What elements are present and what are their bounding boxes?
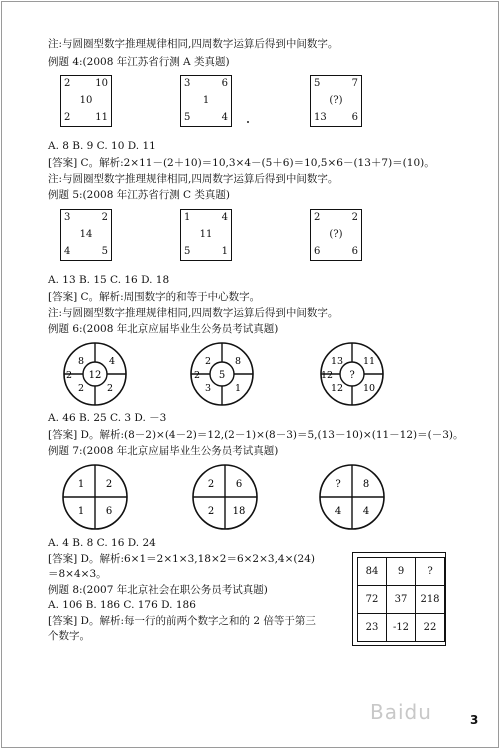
grid-cell: 37: [387, 586, 416, 614]
circle-number: 18: [232, 506, 246, 517]
square-number: 11: [95, 112, 108, 123]
square-number: 5: [184, 112, 191, 123]
circle-number: 10: [362, 383, 376, 394]
square-number: 1: [221, 246, 228, 257]
grid-cell: ?: [416, 558, 445, 586]
circle-number: 6: [235, 479, 243, 490]
square-number: 7: [351, 78, 358, 89]
note-line: 注:与圆圈型数字推理规律相同,四周数字运算后得到中间数字。: [48, 38, 339, 50]
grid-cell: 84: [358, 558, 387, 586]
square-number: 4: [221, 112, 228, 123]
ex5-square-2: [180, 209, 232, 261]
circle-number: 2: [193, 370, 201, 381]
circle-number: 11: [362, 356, 376, 367]
ex7-circles: [0, 462, 500, 532]
circle-number: 2: [204, 356, 212, 367]
circle-number: 8: [77, 356, 85, 367]
note-line: 注:与圆圈型数字推理规律相同,四周数字运算后得到中间数字。: [48, 307, 339, 319]
example-heading: 例题 8:(2007 年北京社会在职公务员考试真题): [48, 584, 268, 596]
ex8-grid: [357, 557, 445, 642]
circle-number: 2: [105, 479, 113, 490]
square-center: (?): [329, 95, 343, 106]
ex7-circle-2: [193, 465, 257, 529]
ex5-square-1: [60, 209, 112, 261]
grid-cell: 72: [358, 586, 387, 614]
square-number: 1: [184, 212, 191, 223]
grid-cell: 23: [358, 614, 387, 642]
page-number: 3: [470, 713, 479, 727]
circle-center: 12: [88, 370, 102, 381]
answer-options: A. 13 B. 15 C. 16 D. 18: [48, 274, 170, 286]
circle-number: 8: [362, 479, 370, 490]
circle-number: 12: [320, 370, 334, 381]
square-center: 11: [199, 229, 213, 240]
grid-row: [358, 614, 445, 642]
square-number: 6: [221, 78, 228, 89]
circle-number: 13: [330, 356, 344, 367]
answer-line-cont: 个数字。: [48, 630, 90, 642]
example-heading: 例题 7:(2008 年北京应届毕业生公务员考试真题): [48, 445, 279, 457]
square-number: 10: [95, 78, 108, 89]
square-number: 2: [64, 112, 71, 123]
circle-number: 4: [362, 506, 370, 517]
square-center: 10: [79, 95, 93, 106]
answer-line: [答案] D。解析:(8－2)×(4－2)＝12,(2－1)×(8－3)＝5,(13－10)×(11－12)＝(－3)。: [48, 429, 464, 441]
grid-row: [358, 586, 445, 614]
circle-center: 5: [218, 370, 226, 381]
print-speck: [247, 121, 249, 123]
ex7-circle-3: [320, 465, 384, 529]
ex6-circle-3: [321, 343, 383, 405]
square-number: 2: [314, 212, 321, 223]
square-center: 14: [79, 229, 93, 240]
square-number: 5: [184, 246, 191, 257]
circle-number: 1: [234, 383, 242, 394]
example-heading: 例题 4:(2008 年江苏省行测 A 类真题): [48, 56, 230, 68]
square-center: 1: [202, 95, 210, 106]
ex5-square-3: [310, 209, 362, 261]
answer-options: A. 46 B. 25 C. 3 D. －3: [48, 412, 167, 424]
circle-number: 12: [330, 383, 344, 394]
circle-number: 3: [204, 383, 212, 394]
circle-number: 4: [108, 356, 116, 367]
square-number: 4: [64, 246, 71, 257]
grid-cell: 218: [416, 586, 445, 614]
square-number: 5: [101, 246, 108, 257]
grid-cell: -12: [387, 614, 416, 642]
circle-number: 1: [77, 479, 85, 490]
answer-options: A. 106 B. 186 C. 176 D. 186: [48, 599, 196, 611]
square-center: (?): [329, 229, 343, 240]
circle-number: 2: [65, 370, 73, 381]
circle-number: 8: [234, 356, 242, 367]
square-number: 6: [351, 112, 358, 123]
answer-line: [答案] C。解析:2×11－(2＋10)＝10,3×4－(5＋6)＝10,5×6－(13＋7)＝(10)。: [48, 157, 435, 169]
answer-line-cont: ＝8×4×3。: [48, 568, 107, 580]
square-number: 3: [64, 212, 71, 223]
answer-options: A. 8 B. 9 C. 10 D. 11: [48, 140, 156, 152]
circle-number: 4: [334, 506, 342, 517]
example-heading: 例题 5:(2008 年江苏省行测 C 类真题): [48, 189, 231, 201]
ex7-circle-1: [63, 465, 127, 529]
note-line: 注:与圆圈型数字推理规律相同,四周数字运算后得到中间数字。: [48, 173, 339, 185]
square-number: 5: [314, 78, 321, 89]
answer-options: A. 4 B. 8 C. 16 D. 24: [48, 537, 156, 549]
answer-line: [答案] C。解析:周围数字的和等于中心数字。: [48, 291, 261, 303]
ex6-circle-1: [64, 343, 126, 405]
square-number: 2: [64, 78, 71, 89]
square-number: 6: [351, 246, 358, 257]
answer-line: [答案] D。解析:6×1＝2×1×3,18×2＝6×2×3,4×(24): [48, 553, 315, 565]
square-number: 3: [184, 78, 191, 89]
square-number: 2: [351, 212, 358, 223]
example-heading: 例题 6:(2008 年北京应届毕业生公务员考试真题): [48, 323, 279, 335]
answer-line: [答案] D。解析:每一行的前两个数字之和的 2 倍等于第三: [48, 615, 316, 627]
circle-number: 2: [207, 479, 215, 490]
grid-cell: 22: [416, 614, 445, 642]
circle-number: ?: [335, 479, 341, 490]
ex4-square-1: [60, 75, 112, 127]
circle-center: ?: [349, 370, 355, 381]
ex4-square-2: [180, 75, 232, 127]
ex6-circle-2: [191, 343, 253, 405]
ex6-circles: [0, 340, 500, 408]
square-number: 2: [101, 212, 108, 223]
square-number: 13: [314, 112, 327, 123]
square-number: 4: [221, 212, 228, 223]
grid-row: [358, 558, 445, 586]
circle-number: 2: [77, 383, 85, 394]
square-number: 6: [314, 246, 321, 257]
circle-number: 2: [207, 506, 215, 517]
grid-cell: 9: [387, 558, 416, 586]
ex4-square-3: [310, 75, 362, 127]
circle-number: 1: [77, 506, 85, 517]
circle-number: 6: [105, 506, 113, 517]
circle-number: 2: [106, 383, 114, 394]
watermark-logo: Baidu: [370, 700, 432, 724]
